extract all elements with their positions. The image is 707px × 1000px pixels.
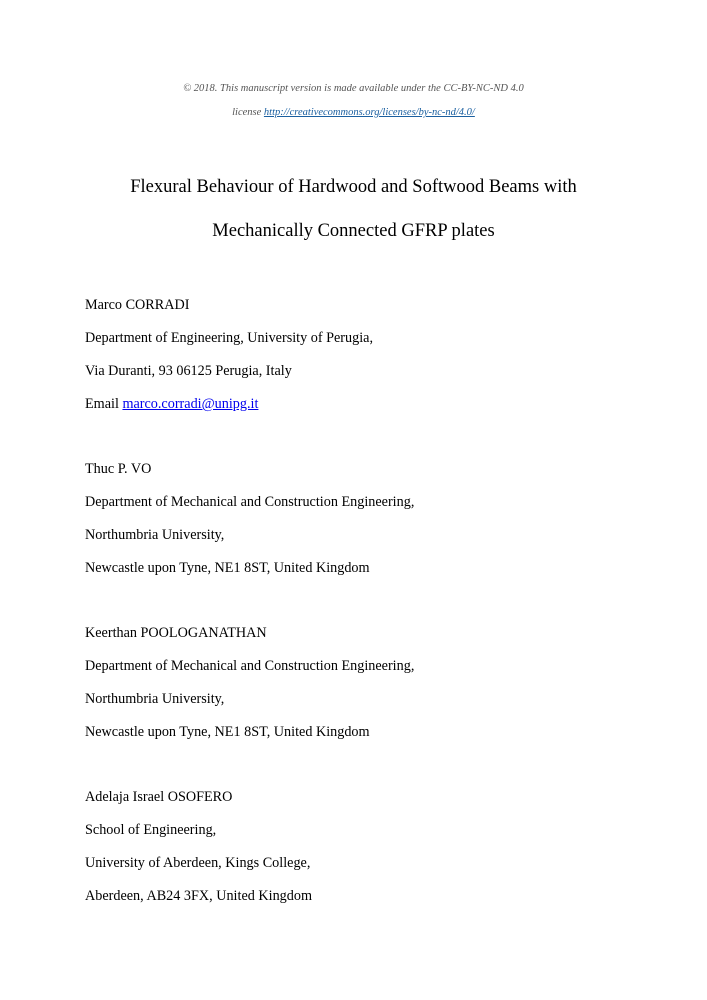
- email-link[interactable]: marco.corradi@unipg.it: [122, 396, 259, 412]
- author-name: Keerthan POOLOGANATHAN: [85, 625, 267, 641]
- author-affiliation-line: University of Aberdeen, Kings College,: [85, 855, 311, 871]
- author-affiliation-line: Northumbria University,: [85, 691, 225, 707]
- author-name: Adelaja Israel OSOFERO: [85, 789, 233, 805]
- license-prefix: license: [232, 107, 262, 118]
- email-label: Email: [85, 396, 119, 412]
- author-affiliation-line: Department of Mechanical and Construction Engineering,: [85, 494, 415, 510]
- author-address-line: Aberdeen, AB24 3FX, United Kingdom: [85, 888, 312, 904]
- author-affiliation-line: Department of Engineering, University of Perugia,: [85, 330, 374, 346]
- author-address-line: Newcastle upon Tyne, NE1 8ST, United Kingdom: [85, 560, 370, 576]
- license-line-1: © 2018. This manuscript version is made available under the CC-BY-NC-ND 4.0: [183, 83, 524, 94]
- author-affiliation-line: Department of Mechanical and Construction Engineering,: [85, 658, 415, 674]
- license-line-2: [0, 107, 707, 118]
- author-name: Marco CORRADI: [85, 297, 190, 313]
- author-affiliation-line: Northumbria University,: [85, 527, 225, 543]
- title-line-1: Flexural Behaviour of Hardwood and Softwood Beams with: [130, 177, 577, 197]
- author-affiliation-line: School of Engineering,: [85, 822, 217, 838]
- author-email-line: [85, 396, 258, 413]
- title-line-2: Mechanically Connected GFRP plates: [212, 221, 495, 241]
- license-link[interactable]: http://creativecommons.org/licenses/by-nc-nd/4.0/: [263, 107, 475, 118]
- author-address-line: Via Duranti, 93 06125 Perugia, Italy: [85, 363, 292, 379]
- author-address-line: Newcastle upon Tyne, NE1 8ST, United Kingdom: [85, 724, 370, 740]
- author-name: Thuc P. VO: [85, 461, 152, 477]
